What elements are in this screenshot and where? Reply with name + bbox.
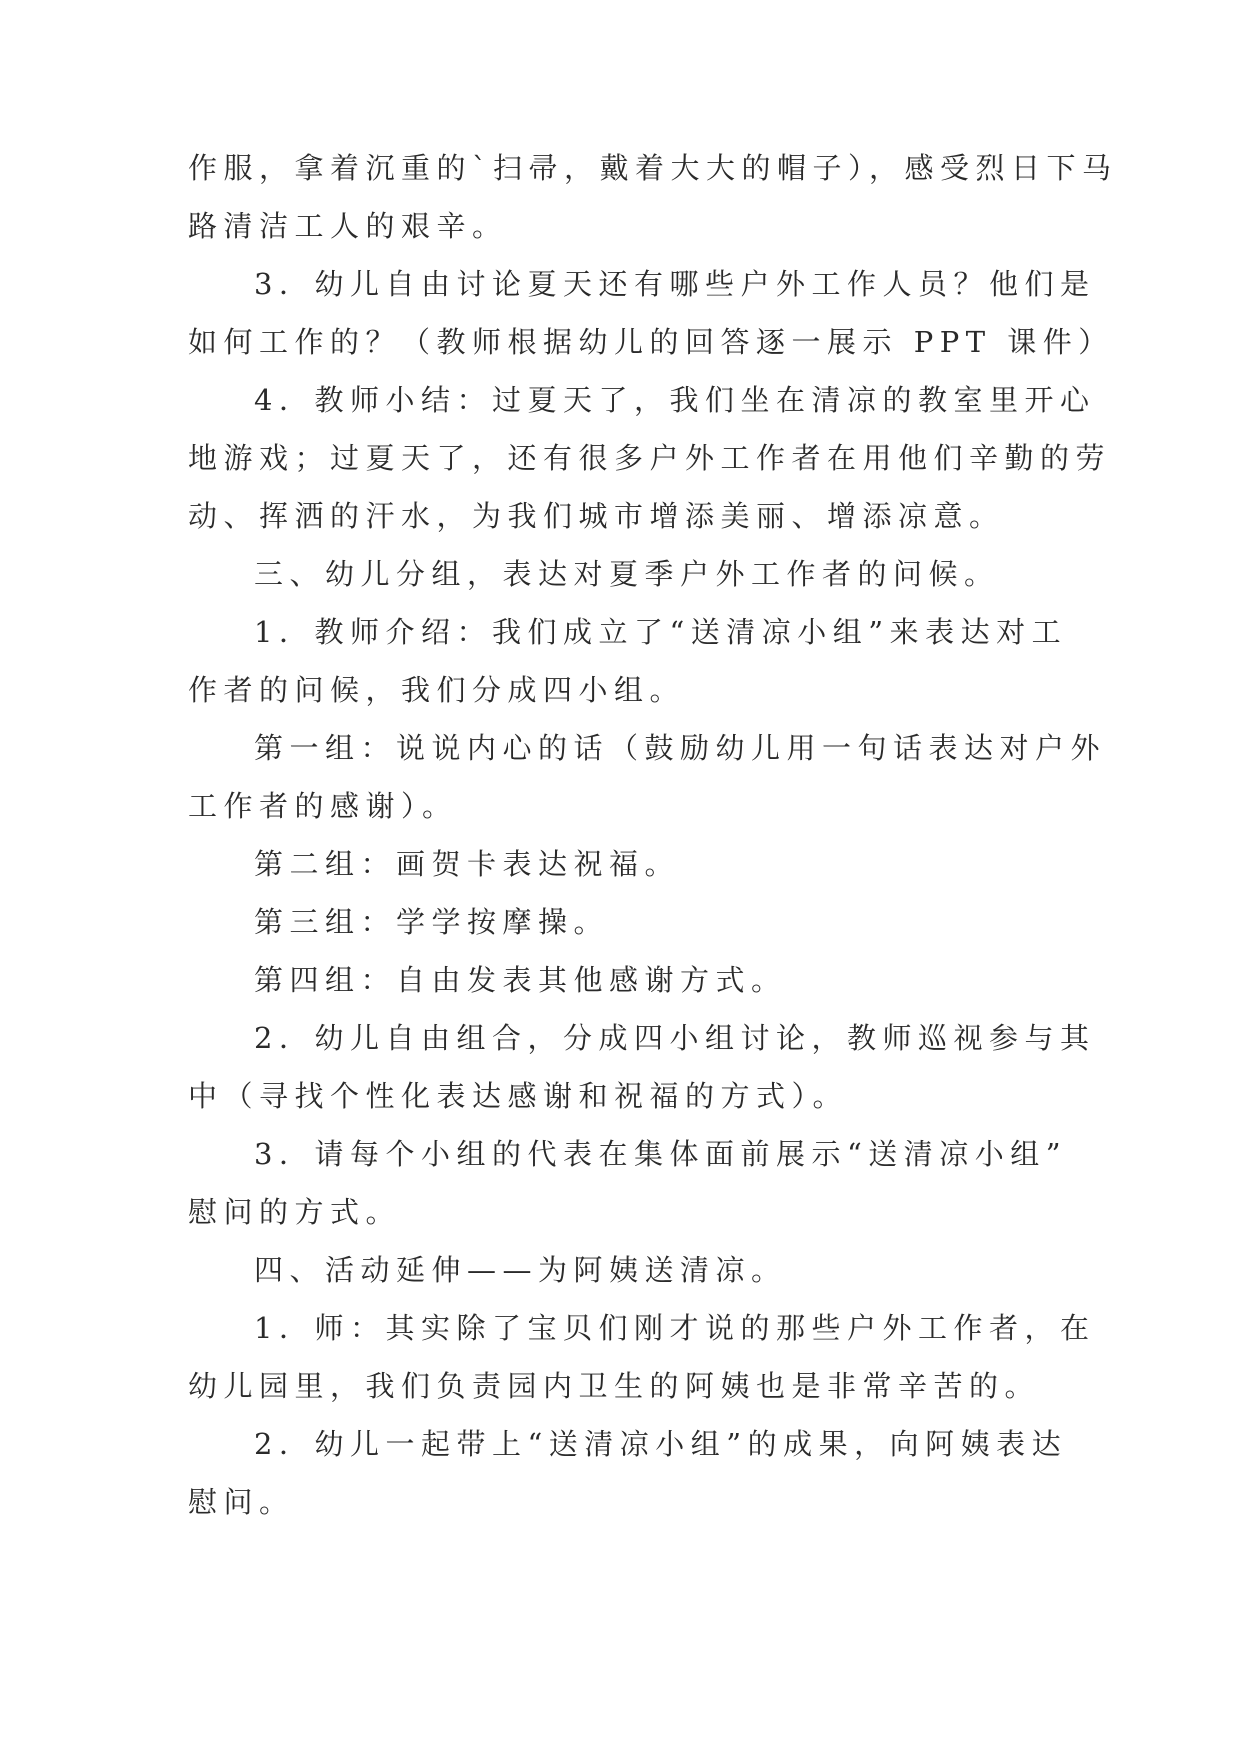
text-line: 地游戏；过夏天了，还有很多户外工作者在用他们辛勤的劳 bbox=[188, 441, 1112, 475]
text-line: 4．教师小结：过夏天了，我们坐在清凉的教室里开心 bbox=[254, 383, 1096, 417]
text-line: 3．幼儿自由讨论夏天还有哪些户外工作人员？他们是 bbox=[254, 267, 1096, 301]
text-line: 动、挥洒的汗水，为我们城市增添美丽、增添凉意。 bbox=[188, 499, 1005, 533]
text-line: 第四组：自由发表其他感谢方式。 bbox=[254, 963, 787, 997]
text-line: 3．请每个小组的代表在集体面前展示“送清凉小组” bbox=[254, 1137, 1068, 1171]
text-line: 中（寻找个性化表达感谢和祝福的方式）。 bbox=[188, 1079, 849, 1113]
text-line: 工作者的感谢）。 bbox=[188, 789, 458, 823]
text-line: 如何工作的？（教师根据幼儿的回答逐一展示 PPT 课件） bbox=[188, 325, 1114, 359]
text-line: 1．师：其实除了宝贝们刚才说的那些户外工作者，在 bbox=[254, 1311, 1096, 1345]
text-line: 作者的问候，我们分成四小组。 bbox=[188, 673, 686, 707]
text-line: 幼儿园里，我们负责园内卫生的阿姨也是非常辛苦的。 bbox=[188, 1369, 1041, 1403]
text-line: 慰问的方式。 bbox=[188, 1195, 402, 1229]
text-line: 1．教师介绍：我们成立了“送清凉小组”来表达对工 bbox=[254, 615, 1068, 649]
text-line: 路清洁工人的艰辛。 bbox=[188, 209, 508, 243]
text-line: 第一组：说说内心的话（鼓励幼儿用一句话表达对户外 bbox=[254, 731, 1107, 765]
text-line: 慰问。 bbox=[188, 1485, 295, 1519]
text-line: 2．幼儿一起带上“送清凉小组”的成果，向阿姨表达 bbox=[254, 1427, 1068, 1461]
section-heading: 三、幼儿分组，表达对夏季户外工作者的问候。 bbox=[254, 557, 1000, 591]
section-heading: 四、活动延伸——为阿姨送清凉。 bbox=[254, 1253, 787, 1287]
text-line: 第二组：画贺卡表达祝福。 bbox=[254, 847, 681, 881]
text-line: 2．幼儿自由组合，分成四小组讨论，教师巡视参与其 bbox=[254, 1021, 1096, 1055]
text-line: 作服，拿着沉重的`扫帚，戴着大大的帽子），感受烈日下马 bbox=[188, 151, 1118, 185]
text-line: 第三组：学学按摩操。 bbox=[254, 905, 610, 939]
